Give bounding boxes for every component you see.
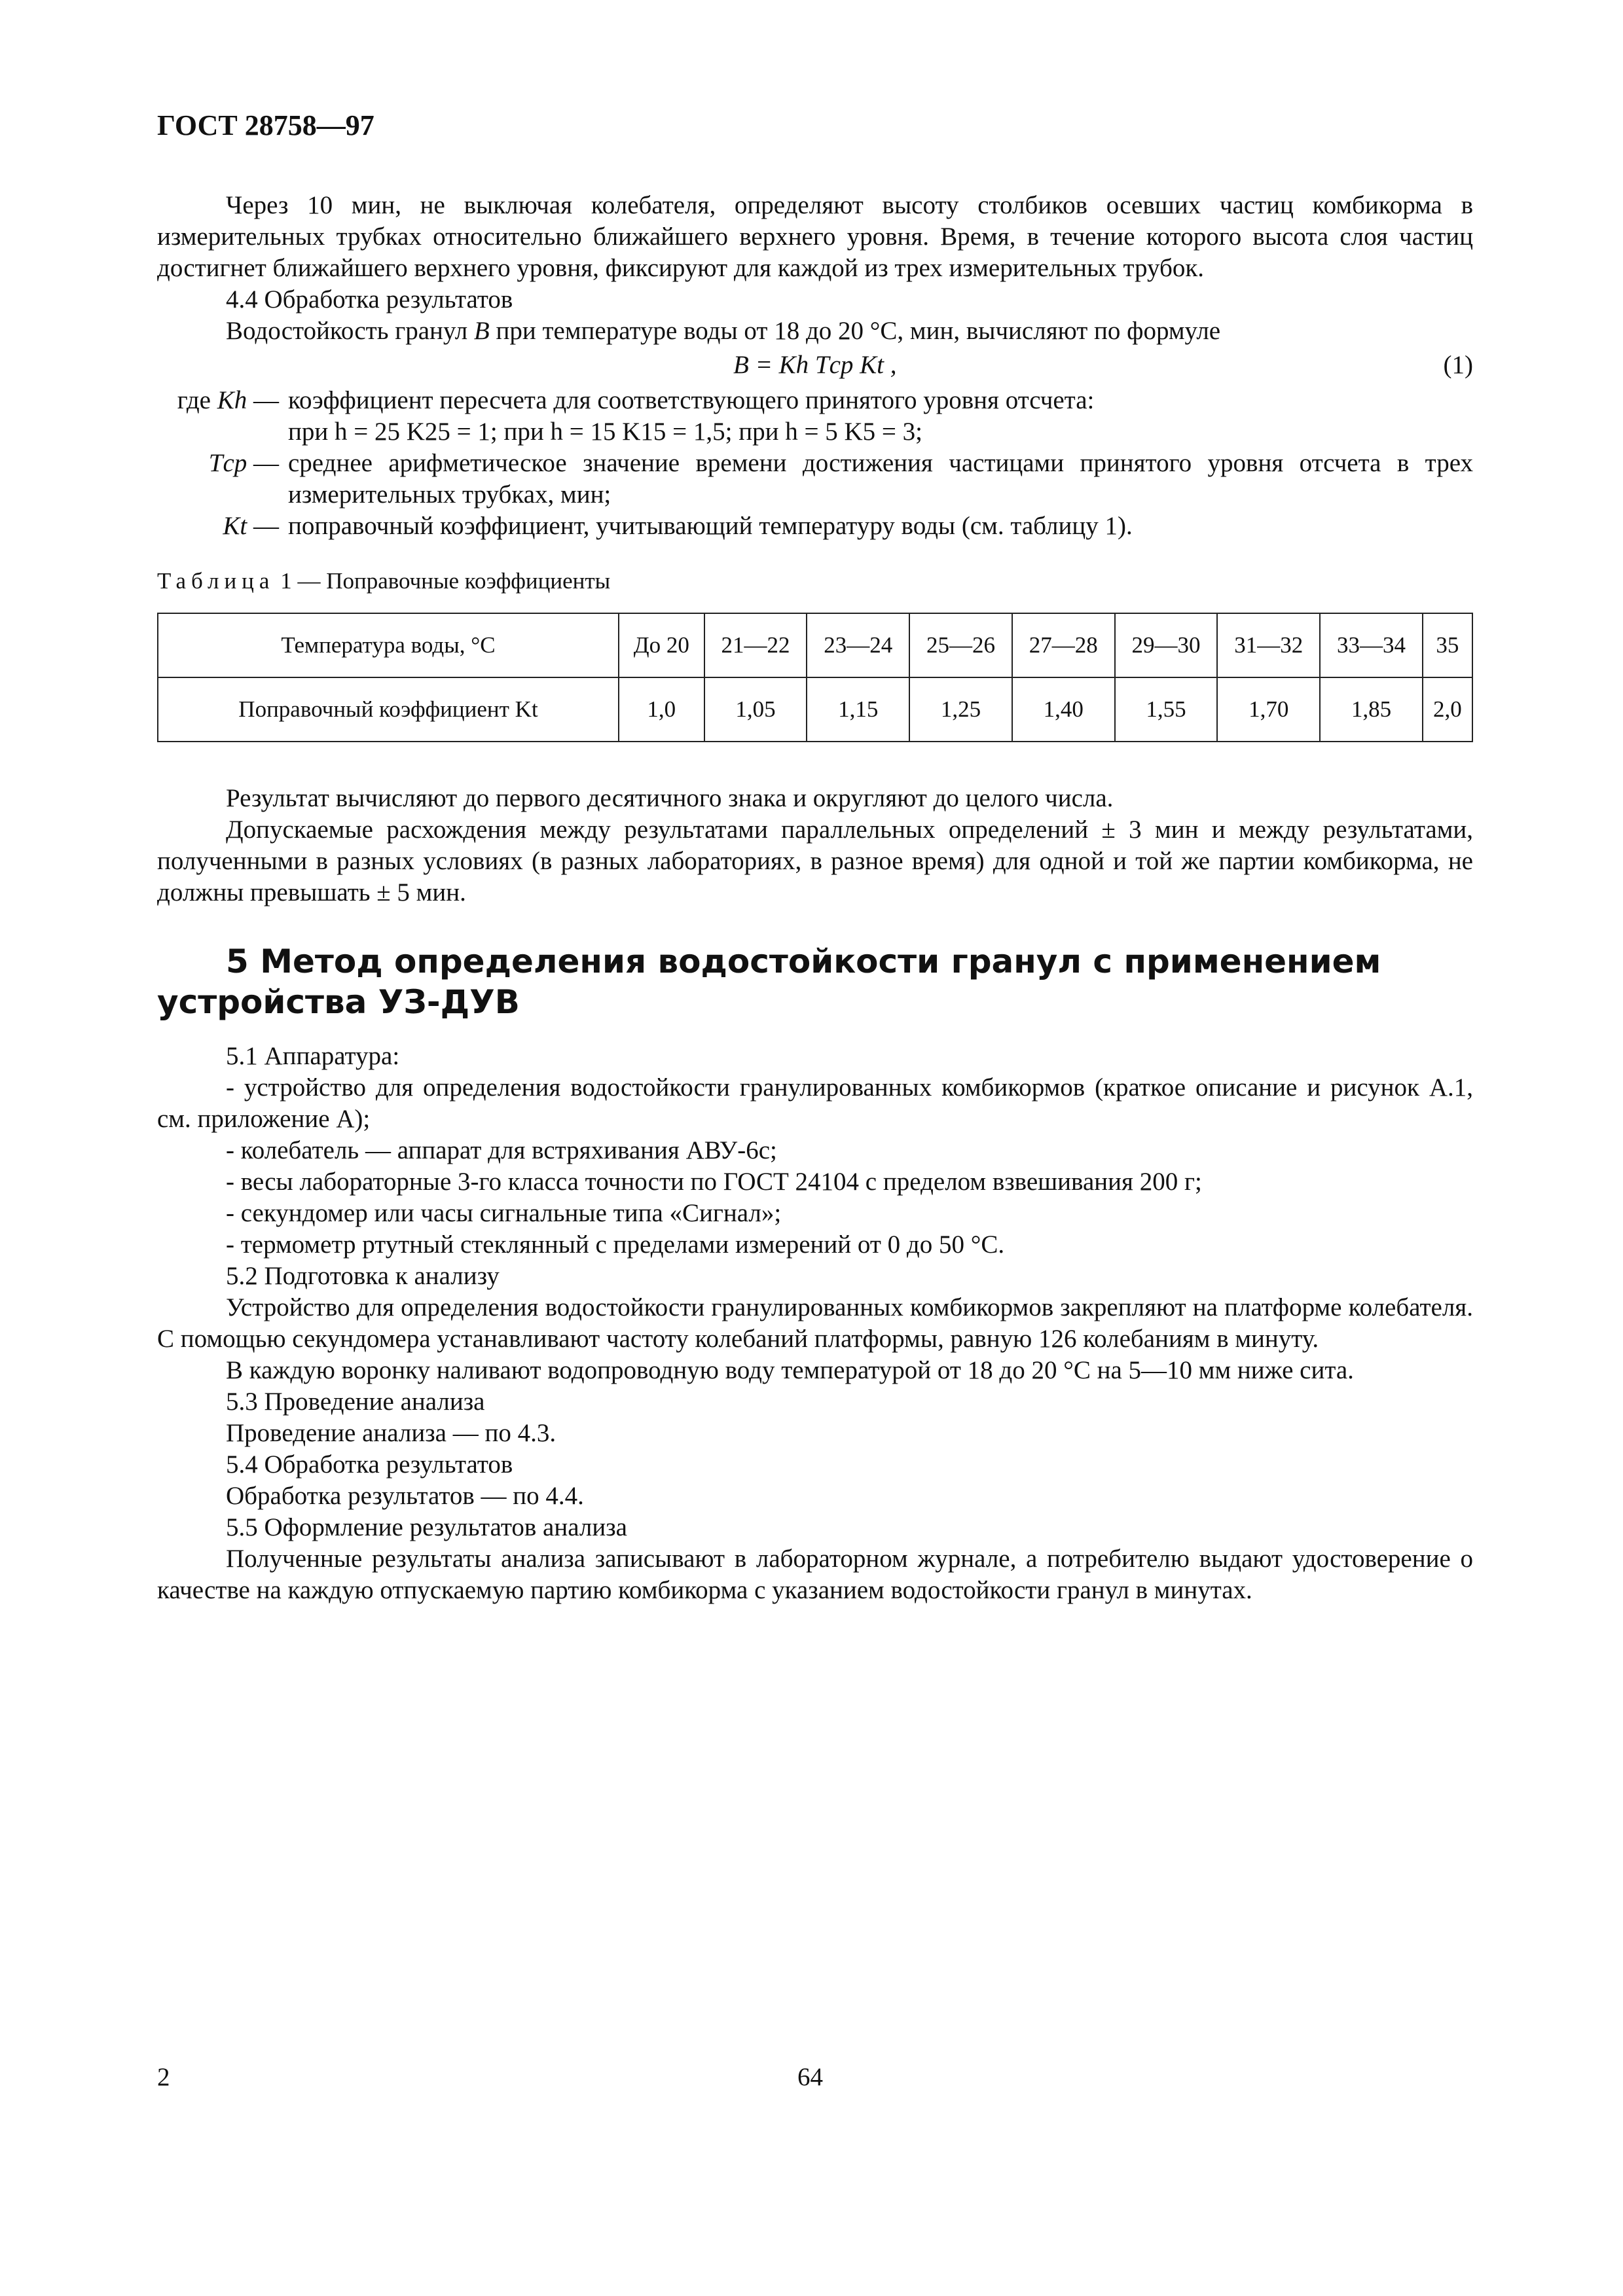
page-content [157, 190, 1473, 1606]
equipment-item: - весы лабораторные 3-го класса точности по ГОСТ 24104 с пределом взвешивания 200 г; [226, 1168, 1202, 1196]
coef-cell: 2,0 [1423, 677, 1472, 742]
where-desc [288, 385, 1473, 448]
kt-description: поправочный коэффициент, учитывающий температуру воды (см. таблицу 1). [288, 512, 1133, 540]
where-symbol: Tср — [208, 449, 279, 477]
intro-paragraph: Через 10 мин, не выключая колебателя, определяют высоту столбиков осевших частиц комбикорма в измерительных трубках относительно ближайшего верхнего уровня. Время, в течение которого высота слоя частиц достигнет ближайшего верхнего уровня, фиксируют для каждой из трех измерительных трубок. [157, 191, 1473, 282]
temp-cell: 35 [1423, 613, 1472, 677]
tcp-description: среднее арифметическое значение времени достижения частицами принятого уровня отсчета в трех измерительных трубках, мин; [288, 449, 1473, 509]
temp-cell: 23—24 [807, 613, 909, 677]
rounding-paragraph: Результат вычисляют до первого десятичного знака и округляют до целого числа. [226, 784, 1114, 812]
table-caption [157, 565, 1473, 597]
where-lead: где [177, 386, 211, 414]
table-caption-word: Таблица [157, 568, 275, 594]
temp-cell: 27—28 [1012, 613, 1115, 677]
heading-5-5: 5.5 Оформление результатов анализа [226, 1513, 627, 1541]
table-row [158, 613, 1472, 677]
formula-number: (1) [1443, 351, 1473, 379]
prep-paragraph-2: В каждую воронку наливают водопроводную воду температурой от 18 до 20 °С на 5—10 мм ниже сита. [226, 1356, 1354, 1384]
document-code: ГОСТ 28758—97 [157, 109, 374, 141]
where-symbol: где Kh — [177, 386, 279, 414]
section-5-number: 5 [226, 942, 249, 980]
temp-cell: 33—34 [1320, 613, 1423, 677]
coef-cell: 1,85 [1320, 677, 1423, 742]
heading-5-2: 5.2 Подготовка к анализу [226, 1262, 500, 1290]
section-5-title [157, 941, 1473, 1022]
temp-cell: 25—26 [909, 613, 1012, 677]
coef-cell: 1,05 [704, 677, 807, 742]
heading-5-4: 5.4 Обработка результатов [226, 1450, 513, 1479]
temp-row-header: Температура воды, °С [158, 613, 619, 677]
formula-expression: B = Kh Tср Kt , [733, 351, 897, 379]
prep-paragraph-1: Устройство для определения водостойкости гранулированных комбикормов закрепляют на платформе колебателя. С помощью секундомера устанавливают частоту колебаний платформы, равную 126 колебаниям в минуту. [157, 1293, 1473, 1353]
coef-cell: 1,0 [619, 677, 704, 742]
symbol-tcp: Tср [208, 449, 247, 477]
section-5-body [157, 1041, 1473, 1606]
temp-cell: 31—32 [1217, 613, 1320, 677]
section-5-title-text: Метод определения водостойкости гранул с применением устройства УЗ-ДУВ [157, 942, 1381, 1021]
formula-intro-pre: Водостойкость гранул [226, 317, 474, 345]
formula-intro [157, 315, 1473, 347]
coef-cell: 1,70 [1217, 677, 1320, 742]
correction-table [157, 613, 1473, 742]
temp-cell: До 20 [619, 613, 704, 677]
equipment-item: - секундомер или часы сигнальные типа «Сигнал»; [226, 1199, 782, 1227]
where-symbol: Kt — [223, 512, 279, 540]
where-item-tcp [157, 448, 1473, 511]
coef-cell: 1,55 [1115, 677, 1218, 742]
coef-cell: 1,25 [909, 677, 1012, 742]
temp-cell: 29—30 [1115, 613, 1218, 677]
analysis-paragraph: Проведение анализа — по 4.3. [226, 1419, 556, 1447]
formula-intro-post: при температуре воды от 18 до 20 °С, мин, вычисляют по формуле [489, 317, 1221, 345]
table-caption-rest: 1 — Поправочные коэффициенты [274, 568, 611, 594]
symbol-kt: Kt [223, 512, 247, 540]
kh-values: при h = 25 K25 = 1; при h = 15 K15 = 1,5; при h = 5 K5 = 3; [288, 418, 922, 446]
coef-cell: 1,40 [1012, 677, 1115, 742]
where-item-kh [157, 385, 1473, 448]
equipment-item: - термометр ртутный стеклянный с пределами измерений от 0 до 50 °С. [226, 1230, 1005, 1259]
table-row [158, 677, 1472, 742]
equipment-item: - колебатель — аппарат для встряхивания АВУ-6с; [226, 1136, 777, 1164]
coef-row-header: Поправочный коэффициент Kt [158, 677, 619, 742]
report-paragraph: Полученные результаты анализа записывают в лабораторном журнале, а потребителю выдают удостоверение о качестве на каждую отпускаемую партию комбикорма с указанием водостойкости гранул в минутах. [157, 1545, 1473, 1604]
formula-intro-var: В [473, 317, 490, 345]
heading-4-4: 4.4 Обработка результатов [226, 285, 513, 314]
heading-5-1: 5.1 Аппаратура: [226, 1042, 400, 1070]
results-paragraph: Обработка результатов — по 4.4. [226, 1482, 584, 1510]
equipment-item: - устройство для определения водостойкости гранулированных комбикормов (краткое описание и рисунок А.1, см. приложение А); [157, 1073, 1473, 1133]
heading-5-3: 5.3 Проведение анализа [226, 1388, 485, 1416]
page-number-center: 64 [797, 2063, 823, 2091]
where-block [157, 385, 1473, 542]
formula-1 [157, 350, 1473, 381]
page-number-left: 2 [157, 2063, 170, 2091]
kh-description: коэффициент пересчета для соответствующего принятого уровня отсчета: [288, 386, 1095, 414]
tolerance-paragraph: Допускаемые расхождения между результатами параллельных определений ± 3 мин и между результатами, полученными в разных условиях (в разных лабораториях, в разное время) для одной и той же партии комбикорма, не должны превышать ± 5 мин. [157, 816, 1473, 906]
coef-cell: 1,15 [807, 677, 909, 742]
temp-cell: 21—22 [704, 613, 807, 677]
where-item-kt [157, 511, 1473, 542]
symbol-kh: Kh [217, 386, 247, 414]
